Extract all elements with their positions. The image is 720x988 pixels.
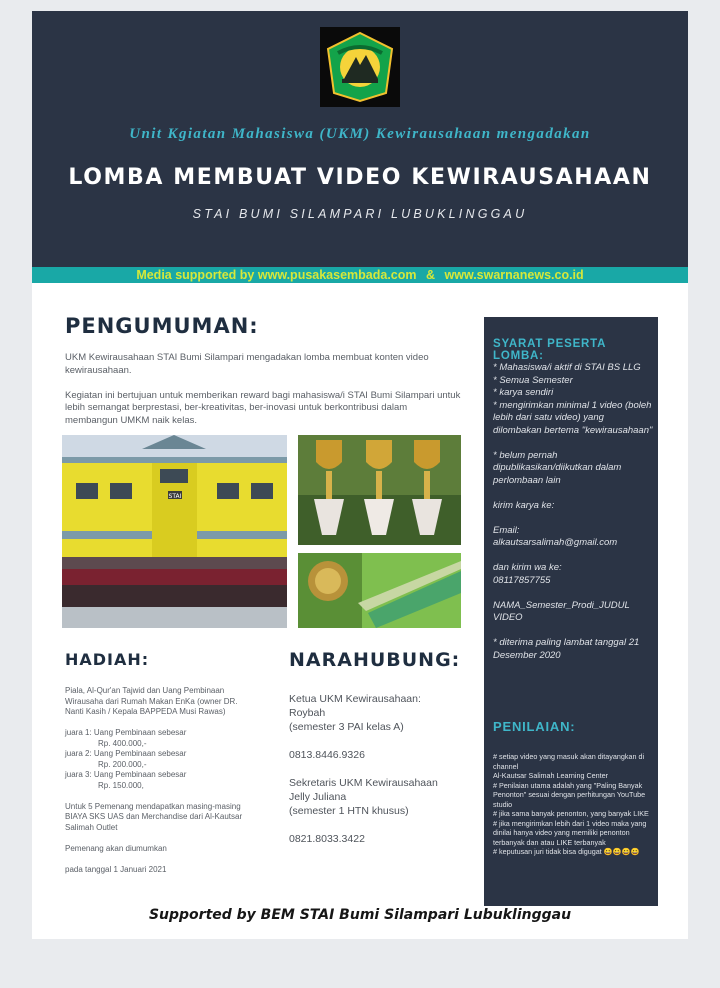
syarat-item-4: * mengirimkan minimal 1 video (boleh lebih dari satu video) yang dilombakan bertema "kewirausahaan" bbox=[493, 399, 653, 436]
penilaian-rule-1b: Al-Kautsar Salimah Learning Center bbox=[493, 771, 609, 780]
campus-name: STAI BUMI SILAMPARI LUBUKLINGGAU bbox=[192, 207, 528, 221]
wa-number[interactable]: 08117857755 bbox=[493, 574, 551, 586]
pemenang-5-line-2: BIAYA SKS UAS dan Merchandise dari Al-Kautsar bbox=[65, 812, 243, 821]
campus-building-photo bbox=[62, 435, 287, 628]
pengumuman-paragraph-2: Kegiatan ini bertujuan untuk memberikan reward bagi mahasiswa/i STAI Bumi Silampari untuk lebih semangat berprestasi, ber-kreativitas, ber-inovasi untuk berkontribusi dalam membangun UMKM naik kelas. bbox=[65, 389, 461, 426]
campus-logo-emblem bbox=[320, 27, 400, 107]
penilaian-rule-2: # Penilaian utama adalah yang "Paling Banyak Penonton" sesuai dengan perhitungan YouTube studio bbox=[493, 780, 646, 809]
juara-1-amount: Rp. 400.000,- bbox=[98, 738, 147, 748]
pengumuman-paragraph-1: UKM Kewirausahaan STAI Bumi Silampari mengadakan lomba membuat konten video kewirausahaan. bbox=[65, 352, 429, 376]
pemenang-5-line-1: Untuk 5 Pemenang mendapatkan masing-masing bbox=[65, 801, 241, 811]
requirements-sidebar bbox=[484, 317, 658, 906]
media-link-pusakasembada[interactable]: www.pusakasembada.com bbox=[257, 268, 417, 282]
announce-line: Pemenang akan diumumkan bbox=[65, 843, 167, 853]
hadiah-intro-line-3: Nanti Kasih / Kepala BAPPEDA Musi Rawas) bbox=[65, 707, 226, 716]
kirim-karya-label: kirim karya ke: bbox=[493, 499, 555, 511]
ketua-phone[interactable]: 0813.8446.9326 bbox=[289, 749, 365, 761]
penilaian-rule-1: # setiap video yang masuk akan ditayangkan di channel bbox=[493, 752, 645, 771]
hadiah-intro-line-2: Wirausaha dari Rumah Makan EnKa (owner DR. bbox=[65, 696, 238, 706]
email-label: Email: bbox=[493, 524, 520, 536]
juara-2: juara 2: Uang Pembinaan sebesar bbox=[65, 749, 187, 758]
building-sign: STAI bbox=[168, 493, 182, 500]
media-link-swarnanews[interactable]: www.swarnanews.co.id bbox=[444, 268, 584, 282]
penilaian-list bbox=[493, 752, 655, 857]
poster bbox=[32, 11, 688, 939]
sekretaris-role: Sekretaris UKM Kewirausahaan bbox=[289, 777, 438, 789]
sekretaris-phone[interactable]: 0821.8033.3422 bbox=[289, 833, 365, 845]
narahubung-contacts bbox=[289, 692, 489, 846]
syarat-item-5: * belum pernah dipublikasikan/diikutkan dalam perlombaan lain bbox=[493, 449, 622, 486]
hadiah-text bbox=[65, 686, 280, 875]
sekretaris-info: (semester 1 HTN khusus) bbox=[289, 805, 409, 817]
penilaian-rule-4: # jika mengirimkan lebih dari 1 video maka yang dinilai hanya video yang memiliki penonton terbanyak dan atau LIKE terbanyak bbox=[493, 818, 647, 847]
media-prefix: Media supported by bbox=[136, 268, 255, 282]
syarat-item-1: * Mahasiswa/i aktif di STAI BS LLG bbox=[493, 362, 641, 373]
header-subtitle: Unit Kgiatan Mahasiswa (UKM) Kewirausahaan mengadakan bbox=[129, 126, 591, 142]
penilaian-rule-3: # jika sama banyak penonton, yang banyak LIKE bbox=[493, 809, 649, 818]
poster-header bbox=[32, 11, 688, 267]
ketua-name: Roybah bbox=[289, 707, 326, 719]
wa-label: dan kirim wa ke: bbox=[493, 562, 562, 573]
ketua-role: Ketua UKM Kewirausahaan: bbox=[289, 693, 421, 705]
trophy-photo bbox=[298, 435, 461, 545]
hadiah-heading: HADIAH: bbox=[65, 650, 150, 669]
juara-3: juara 3: Uang Pembinaan sebesar bbox=[65, 770, 187, 779]
media-ampersand: & bbox=[425, 268, 436, 282]
syarat-item-3: * karya sendiri bbox=[493, 387, 554, 398]
hadiah-intro-line-1: Piala, Al-Qur'an Tajwid dan Uang Pembinaan bbox=[65, 686, 225, 695]
syarat-list bbox=[493, 362, 653, 662]
syarat-item-2: * Semua Semester bbox=[493, 374, 573, 386]
deadline: * diterima paling lambat tanggal 21 Desember 2020 bbox=[493, 637, 640, 661]
quran-photo bbox=[298, 553, 461, 628]
campus-logo bbox=[320, 27, 400, 107]
email-address[interactable]: alkautsarsalimah@gmail.com bbox=[493, 537, 618, 548]
sekretaris-name: Jelly Juliana bbox=[289, 791, 347, 803]
event-title: LOMBA MEMBUAT VIDEO KEWIRAUSAHAAN bbox=[68, 165, 652, 190]
footer-supported-by: Supported by BEM STAI Bumi Silampari Lubuklinggau bbox=[148, 907, 572, 923]
ketua-info: (semester 3 PAI kelas A) bbox=[289, 721, 404, 733]
media-supported-line bbox=[32, 267, 688, 283]
announce-date: pada tanggal 1 Januari 2021 bbox=[65, 864, 167, 874]
pengumuman-text bbox=[65, 352, 461, 427]
syarat-heading: SYARAT PESERTA LOMBA: bbox=[493, 338, 606, 362]
juara-3-amount: Rp. 150.000, bbox=[98, 780, 144, 790]
juara-2-amount: Rp. 200.000,- bbox=[98, 759, 147, 769]
penilaian-heading: PENILAIAN: bbox=[493, 719, 576, 734]
juara-1: juara 1: Uang Pembinaan sebesar bbox=[65, 728, 187, 737]
narahubung-heading: NARAHUBUNG: bbox=[289, 649, 461, 671]
penilaian-rule-5: # keputusan juri tidak bisa digugat 😀😀😀😀 bbox=[493, 847, 640, 856]
filename-format: NAMA_Semester_Prodi_JUDUL VIDEO bbox=[493, 599, 630, 623]
pemenang-5-line-3: Salimah Outlet bbox=[65, 822, 118, 832]
pengumuman-heading: PENGUMUMAN: bbox=[65, 314, 259, 338]
